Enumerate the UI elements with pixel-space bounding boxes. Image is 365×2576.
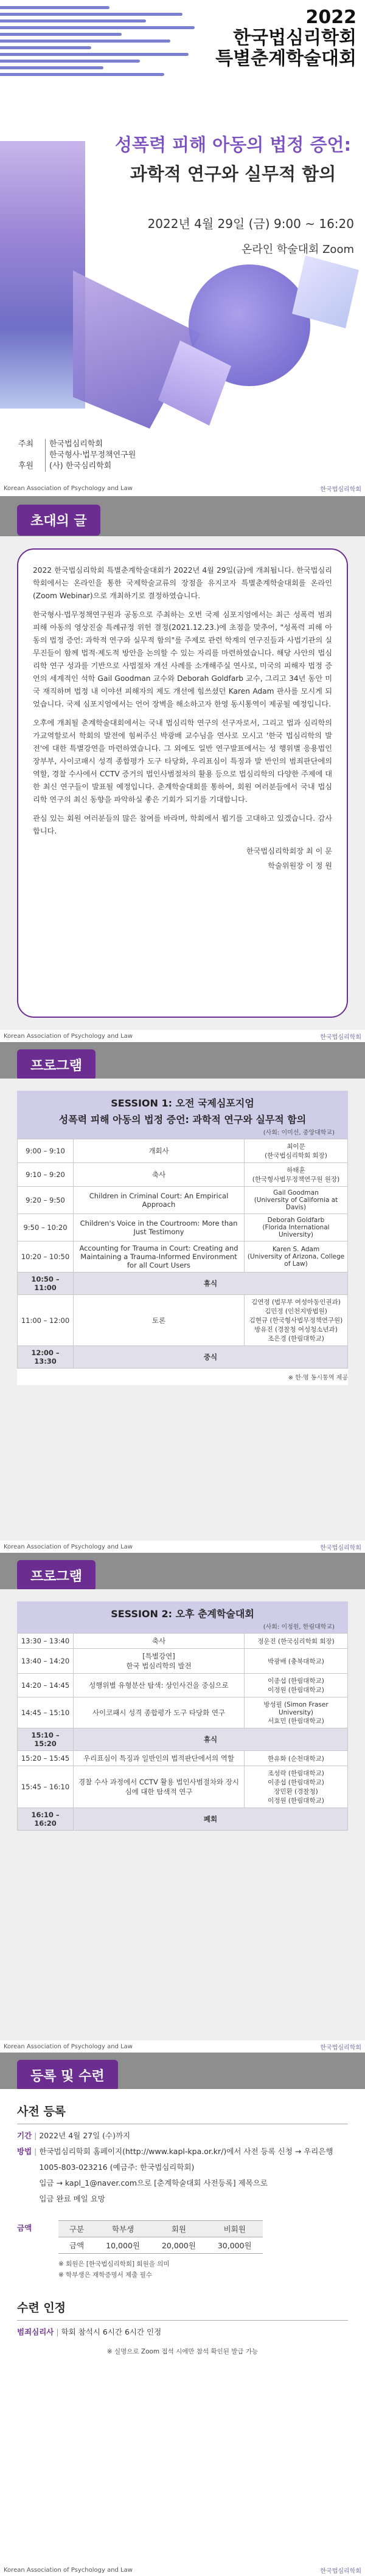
schedule-time: 10:20 – 10:50: [18, 1241, 74, 1272]
schedule-speaker: 이종섭 (한림대학교) 이정원 (한림대학교): [245, 1674, 348, 1697]
schedule-speaker: 박광배 (충북대학교): [245, 1649, 348, 1674]
conference-year: 2022: [305, 7, 356, 28]
method-text-3: 입금 완료 메일 요망: [39, 2194, 105, 2203]
organizer-label: 주최: [18, 440, 34, 449]
schedule-time: 10:50 – 11:00: [18, 1272, 74, 1295]
period-line: 기간 | 2022년 4월 27일 (수)까지: [17, 2131, 131, 2140]
greeting-badge: 초대의 글: [17, 505, 100, 536]
schedule-speaker: Gail Goodman (University of California at Davis): [245, 1187, 348, 1214]
session2-row: [18, 1674, 348, 1697]
schedule-item: 축사: [74, 1634, 245, 1649]
fee-cell: 30,000원: [207, 2237, 263, 2254]
footer-bar: [0, 1541, 365, 1553]
footer-left-text: Korean Association of Psychology and Law: [4, 485, 133, 492]
letter-paragraph: 한국형사·법무정책연구원과 공동으로 주최하는 오번 국제 심포지엄에서는 최근 성폭력 범죄 피해 아동의 영상진술 특례규정 위헌 결정(2021.12.23.)에 초점을 맞추어, "성폭력 피해 아동의 법정 증언: 과학적 연구와 실무적 함의"를 주제로 관련 학계의 연구진들과 사법기관의 실무진들이 함께 법적·제도적 방안을 논의할 수 있는 자리를 마련하였습니다. 해당 사안의 법심리학 연구 성과를 기반으로 사법절차 개선 사례를 소개해주실 연사로, 미국의 피해자 법정 증언의 세계적인 석학 Gail Goodman 교수와 Deborah Goldfarb 교수, 그리고 34년 동안 미국 재직하며 법정 내 이야션 피해자의 제도 개선에 힘쓰셨던 Karen Adam 판사를 모시게 되었습니다. 국제 심포지엄에서는 언어 장벽을 해소하고자 한영 동시통역이 제공될 예정입니다.: [33, 610, 332, 708]
letter-signature: [33, 844, 332, 873]
session2-title: SESSION 2: 오후 춘계학술대회: [111, 1608, 254, 1620]
footer-left-text: Korean Association of Psychology and Law: [4, 2566, 133, 2574]
schedule-time: 14:45 – 15:10: [18, 1697, 74, 1728]
schedule-item: 폐회: [74, 1808, 348, 1831]
certification-line: 범죄심리사 | 학회 참석시 6시간 6시간 인정: [17, 2327, 162, 2336]
session1-title-block: [17, 1091, 348, 1139]
schedule-item: 사이코패시 성격 종합평가 도구 타당화 연구: [74, 1697, 245, 1728]
session1-row: [18, 1272, 348, 1295]
schedule-speaker: 김연정 (법무부 여성아동인권과) 김민정 (인천지방법원) 김현규 (한국형사법무정책연구원) 방유진 (경찰청 여성청소년과) 조은경 (한림대학교): [245, 1295, 348, 1346]
program-section-2: [0, 1589, 365, 2040]
footer-bar: [0, 2040, 365, 2053]
letter-paragraph: 관심 있는 회원 여러분들의 많은 참여를 바라며, 학회에서 뵙기를 고대하고 있겠습니다. 감사합니다.: [33, 814, 332, 835]
registration-content: [17, 2102, 348, 2357]
registration-badge: 등록 및 수련: [17, 2060, 118, 2091]
greeting-header: [0, 496, 365, 536]
schedule-time: 15:45 – 16:10: [18, 1766, 74, 1808]
footer-bar: [0, 2564, 365, 2576]
hosts-block: [18, 439, 136, 472]
schedule-item: Accounting for Trauma in Court: Creating and Maintaining a Trauma-Informed Environment for all Court Users: [74, 1241, 245, 1272]
program-badge: 프로그램: [17, 1049, 96, 1080]
session1-subtitle: 성폭력 피해 아동의 법정 증언: 과학적 연구와 실무적 함의: [58, 1114, 307, 1125]
session1-row: [18, 1163, 348, 1187]
schedule-item: 휴식: [74, 1728, 348, 1751]
method-line: 방법 | 한국법심리학회 홈페이지(http://www.kapl-kpa.or.kr/)에서 사전 등록 신청 → 우리은행 1005-803-023216 (예금주: 한국법심리학회) 입금 → kapl_1@naver.com으로 [춘계학술대회 사전등록] 제목으로 입금 완료 메일 요망: [17, 2144, 348, 2207]
certification-heading: 수련 인정: [17, 2301, 66, 2315]
event-date: 2022년 4월 29일 (금) 9:00 ~ 16:20: [147, 216, 354, 231]
session2-row: [18, 1634, 348, 1649]
schedule-time: 13:40 – 14:20: [18, 1649, 74, 1674]
session2-row: [18, 1766, 348, 1808]
session2-table: [17, 1601, 348, 1831]
schedule-time: 11:00 – 12:00: [18, 1295, 74, 1346]
schedule-item: Children's Voice in the Courtroom: More than Just Testimony: [74, 1214, 245, 1241]
decorative-stripes: [0, 6, 201, 85]
period-value: 2022년 4월 27일 (수)까지: [39, 2131, 131, 2140]
method-text-2: 입금 → kapl_1@naver.com으로 [춘계학술대회 사전등록] 제목으로: [39, 2178, 268, 2188]
fee-cell: 금액: [58, 2237, 95, 2254]
main-theme-line1: 성폭력 피해 아동의 법정 증언:: [114, 134, 352, 155]
footer-left-text: Korean Association of Psychology and Law: [4, 2043, 133, 2050]
fee-cell: 20,000원: [151, 2237, 207, 2254]
session1-title: SESSION 1: 오전 국제심포지엄: [111, 1097, 254, 1109]
sponsor: (사) 한국심리학회: [45, 461, 111, 472]
schedule-item: 우리표심이 특징과 일반인의 법적판단에서의 역할: [74, 1751, 245, 1766]
schedule-speaker: 최이문 (한국법심리학회 회장): [245, 1139, 348, 1163]
conference-title-line1: 한국법심리학회: [233, 27, 356, 49]
fee-cell: 10,000원: [95, 2237, 151, 2254]
interpretation-note: ※ 한·영 동시통역 제공: [288, 1375, 348, 1381]
schedule-item: 개회사: [74, 1139, 245, 1163]
session1-row: [18, 1214, 348, 1241]
schedule-speaker: 조성락 (한림대학교) 이종섭 (한림대학교) 장민환 (경찰청) 이정원 (한림대학교): [245, 1766, 348, 1808]
session1-row: [18, 1187, 348, 1214]
footer-logo: 한국법심리학회: [320, 2044, 361, 2051]
schedule-time: 9:50 – 10:20: [18, 1214, 74, 1241]
session1-schedule: [17, 1139, 348, 1369]
session2-row: [18, 1751, 348, 1766]
fee-header: 비회원: [207, 2221, 263, 2237]
invitation-letter: [17, 548, 348, 1018]
decorative-gradient-bar: [0, 141, 85, 409]
fee-header: 구분: [58, 2221, 95, 2237]
sponsor-label: 후원: [18, 461, 34, 471]
conference-title: [215, 7, 356, 69]
schedule-item: 토론: [74, 1295, 245, 1346]
session1-row: [18, 1346, 348, 1369]
signature-president: 한국법심리학회장 최 이 문: [246, 847, 332, 855]
schedule-speaker: 한유화 (순천대학교): [245, 1751, 348, 1766]
session2-title-block: [17, 1601, 348, 1633]
letter-paragraph: 2022 한국법심리학회 특별춘계학술대회가 2022년 4월 29일(금)에 개최됩니다. 한국법심리학회에서는 온라인을 통한 국제학술교류의 장점을 유지코자 특별춘계학술대회를 온라인(Zoom Webinar)으로 개최하기로 결정하였습니다.: [33, 566, 332, 600]
program-section-1: [0, 1079, 365, 1541]
footer-logo: 한국법심리학회: [320, 2567, 361, 2575]
schedule-time: 15:10 – 15:20: [18, 1728, 74, 1751]
fee-block: [17, 2220, 348, 2281]
schedule-item: [특별강연] 한국 법심리학의 발전: [74, 1649, 245, 1674]
program-header-1: [0, 1042, 365, 1079]
schedule-time: 9:10 – 9:20: [18, 1163, 74, 1187]
session2-row: [18, 1728, 348, 1751]
schedule-item: 중식: [74, 1346, 348, 1369]
fee-header: 학부생: [95, 2221, 151, 2237]
period-label: 기간: [17, 2131, 32, 2140]
session2-schedule: [17, 1633, 348, 1831]
fee-table: [58, 2220, 263, 2254]
schedule-time: 9:20 – 9:50: [18, 1187, 74, 1214]
event-venue: 온라인 학술대회 Zoom: [241, 243, 354, 256]
greeting-section: [0, 536, 365, 1030]
schedule-time: 16:10 – 16:20: [18, 1808, 74, 1831]
session1-table: [17, 1091, 348, 1385]
method-text-1: 한국법심리학회 홈페이지(http://www.kapl-kpa.or.kr/)에서 사전 등록 신청 → 우리은행 1005-803-023216 (예금주: 한국법심리학회): [39, 2147, 333, 2172]
certification-value: 학회 참석시 6시간 6시간 인정: [61, 2327, 162, 2336]
footer-logo: 한국법심리학회: [320, 486, 361, 493]
session2-row: [18, 1808, 348, 1831]
program-badge: 프로그램: [17, 1560, 96, 1591]
footer-logo: 한국법심리학회: [320, 1544, 361, 1552]
registration-header: [0, 2053, 365, 2089]
footer-bar: [0, 1030, 365, 1042]
certification-label: 범죄심리사: [17, 2327, 54, 2336]
schedule-item: Children in Criminal Court: An Empirical Approach: [74, 1187, 245, 1214]
footer-left-text: Korean Association of Psychology and Law: [4, 1032, 133, 1040]
signature-committee: 학술위원장 이 정 원: [268, 862, 332, 870]
schedule-item: 경찰 수사 과정에서 CCTV 활용 법인사범절차와 장시심에 대한 탐색적 연구: [74, 1766, 245, 1808]
footer-bar: [0, 482, 365, 494]
registration-section: [0, 2089, 365, 2563]
certification-note: ※ 실명으로 Zoom 접석 시에만 참석 확인된 발급 가능: [106, 2348, 259, 2355]
session1-chair: (사회: 이미선, 중앙대학교): [263, 1130, 335, 1136]
schedule-speaker: 하태훈 (한국형사법무정책연구원 원장): [245, 1163, 348, 1187]
session2-row: [18, 1697, 348, 1728]
program-header-2: [0, 1553, 365, 1589]
cover-section: [0, 0, 365, 496]
fee-label: 금액: [17, 2223, 32, 2232]
schedule-speaker: 방성필 (Simon Fraser University) 서효민 (한림대학교): [245, 1697, 348, 1728]
organizer-1: 한국법심리학회: [45, 439, 103, 450]
schedule-time: 13:30 – 13:40: [18, 1634, 74, 1649]
letter-paragraph: 오후에 개최될 춘계학술대회에서는 국내 법심리학 연구의 선구자로서, 그리고 법과 심리학의 가교역할로서 학회의 발전에 힘써주신 박광배 교수님을 연사로 모시고 '한국 법심리학의 발전'에 대한 특별강연을 마련하였습니다. 그 외에도 일반 연구발표에서는 성 행위별 응용법인 장부부, 사이코패시 성격 종합평가 도구 타당화, 우리표심이 특징과 발 반인의 범죄판단에의 역할, 경찰 수사에서 CCTV 증거의 법인사범절차의 활용 등으로 법심리학의 다양한 주제에 대한 최신 연구들이 발표될 예정입니다. 춘계학술대회를 통하여, 회원 여러분들에서 국내 법심리학 연구의 최신 동향을 파악하실 좋은 기회가 되기를 기대합니다.: [33, 719, 332, 804]
fee-note-2: ※ 학부생은 재학증명서 제출 필수: [58, 2271, 153, 2279]
schedule-time: 9:00 – 9:10: [18, 1139, 74, 1163]
schedule-item: 성행위별 유형분산 탐색: 상인사건을 중심으로: [74, 1674, 245, 1697]
main-theme: [108, 133, 358, 186]
footer-logo: 한국법심리학회: [320, 1034, 361, 1041]
session2-chair: (사회: 이정원, 한림대학교): [263, 1624, 335, 1631]
schedule-item: 휴식: [74, 1272, 348, 1295]
schedule-speaker: Karen S. Adam (University of Arizona, College of Law): [245, 1241, 348, 1272]
session2-row: [18, 1649, 348, 1674]
schedule-speaker: Deborah Goldfarb (Florida International University): [245, 1214, 348, 1241]
session1-row: [18, 1241, 348, 1272]
session1-row: [18, 1295, 348, 1346]
schedule-item: 축사: [74, 1163, 245, 1187]
session1-row: [18, 1139, 348, 1163]
schedule-time: 12:00 – 13:30: [18, 1346, 74, 1369]
fee-note-1: ※ 회원은 [한국법심리학회] 회원을 의미: [58, 2260, 170, 2268]
preregistration-heading: 사전 등록: [17, 2105, 66, 2118]
organizer-2: 한국형사·법무정책연구원: [45, 450, 136, 461]
schedule-speaker: 정운진 (한국심리학회 회장): [245, 1634, 348, 1649]
main-theme-line2: 과학적 연구와 실무적 함의: [130, 164, 336, 184]
conference-title-line2: 특별춘계학술대회: [215, 48, 356, 69]
fee-header: 회원: [151, 2221, 207, 2237]
schedule-time: 15:20 – 15:45: [18, 1751, 74, 1766]
schedule-time: 14:20 – 14:45: [18, 1674, 74, 1697]
footer-left-text: Korean Association of Psychology and Law: [4, 1543, 133, 1550]
method-label: 방법: [17, 2147, 32, 2156]
